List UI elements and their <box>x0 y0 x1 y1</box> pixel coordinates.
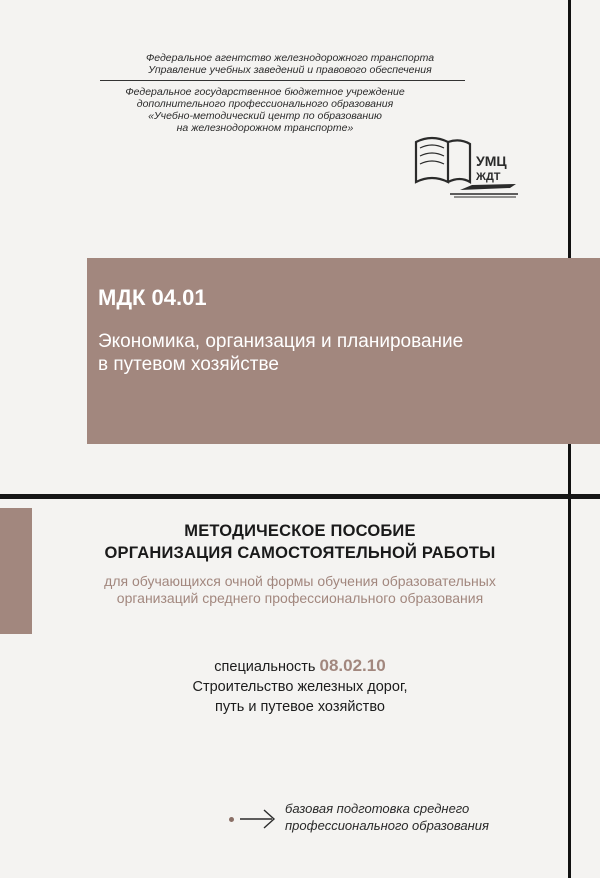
specialty-code: 08.02.10 <box>319 656 386 675</box>
audience-line-2: организаций среднего профессионального образования <box>116 590 484 606</box>
institution-block <box>100 86 430 134</box>
audience-text <box>40 573 560 607</box>
arrow-right-icon <box>238 806 278 832</box>
left-accent-bar <box>0 508 32 634</box>
agency-line-2: Управление учебных заведений и правового обеспечения <box>148 64 432 76</box>
umc-zhdt-logo <box>410 128 520 200</box>
audience-line-1: для обучающихся очной формы обучения образовательных <box>104 573 496 589</box>
main-title-line-1: МЕТОДИЧЕСКОЕ ПОСОБИЕ <box>184 522 416 540</box>
horizontal-rule <box>0 494 600 499</box>
organization-header <box>100 52 480 134</box>
specialty-block <box>40 656 560 717</box>
agency-line-1: Федеральное агентство железнодорожного транспорта <box>145 52 435 64</box>
institution-line-4: на железнодорожном транспорте» <box>176 122 354 134</box>
level-line-2: профессионального образования <box>285 818 489 833</box>
bullet-dot <box>229 817 234 822</box>
subject-line-2: в путевом хозяйстве <box>98 354 279 375</box>
header-divider <box>100 80 465 81</box>
institution-line-3: «Учебно-методический центр по образованию <box>148 110 382 122</box>
specialty-name-line-1: Строительство железных дорог, <box>192 679 408 695</box>
institution-line-2: дополнительного профессионального образования <box>136 98 394 110</box>
svg-text:УМЦ: УМЦ <box>476 153 507 169</box>
main-title <box>40 520 560 564</box>
specialty-label: специальность <box>214 659 316 675</box>
subject-line-1: Экономика, организация и планирование <box>98 331 464 352</box>
svg-text:ЖДТ: ЖДТ <box>476 171 501 183</box>
specialty-name-line-2: путь и путевое хозяйство <box>215 699 385 715</box>
main-title-line-2: ОРГАНИЗАЦИЯ САМОСТОЯТЕЛЬНОЙ РАБОТЫ <box>104 544 496 562</box>
agency-block <box>100 52 480 76</box>
education-level-note <box>285 800 545 834</box>
level-line-1: базовая подготовка среднего <box>285 801 470 816</box>
institution-line-1: Федеральное государственное бюджетное учреждение <box>125 86 405 98</box>
course-code: МДК 04.01 <box>98 285 207 310</box>
specialty-header <box>40 656 560 677</box>
course-subject <box>98 330 568 376</box>
